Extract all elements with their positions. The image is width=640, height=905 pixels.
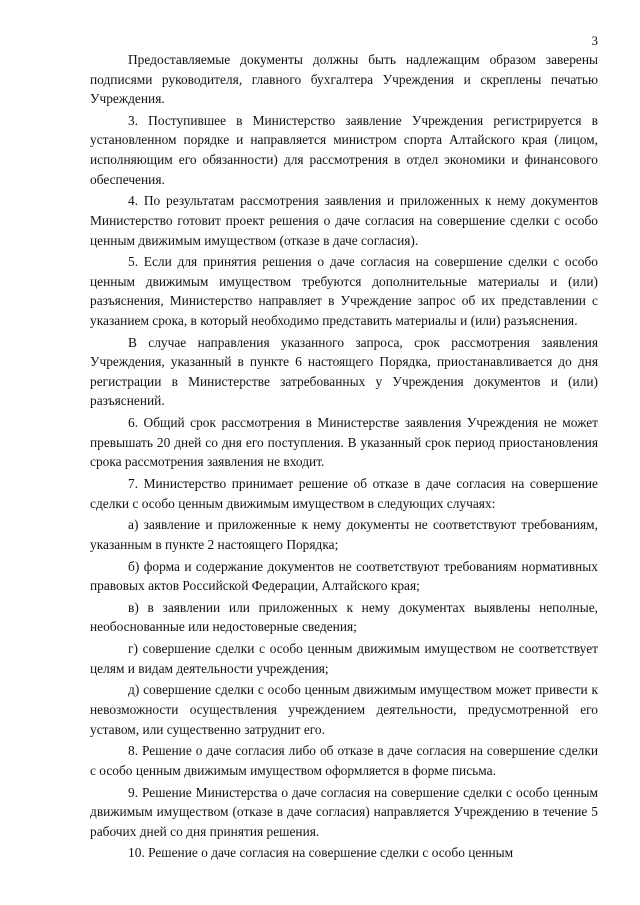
document-body xyxy=(90,50,598,865)
paragraph-clause-4: 4. По результатам рассмотрения заявления и приложенных к нему документов Министерство готовит проект решения о даче согласия на совершение сделки с особо ценным движимым имуществом (отказе в даче согласия). xyxy=(90,193,598,248)
paragraph-clause-3: 3. Поступившее в Министерство заявление Учреждения регистрируется в установленном порядке и направляется министром спорта Алтайского края (лицом, исполняющим его обязанности) для рассмотрения в отдел экономики и финансового обеспечения. xyxy=(90,112,598,187)
paragraph-clause-7-g: г) совершение сделки с особо ценным движимым имуществом не соответствует целям и видам деятельности учреждения; xyxy=(90,641,598,676)
paragraph-clause-10: 10. Решение о даче согласия на совершение сделки с особо ценным xyxy=(128,845,514,861)
paragraph-clause-7: 7. Министерство принимает решение об отказе в даче согласия на совершение сделки с особо ценным движимым имуществом в следующих случаях: xyxy=(90,476,598,511)
paragraph-clause-7-d: д) совершение сделки с особо ценным движимым имуществом может привести к невозможности осуществления учреждением деятельности, предусмотренной его уставом, или существенно затруднит его. xyxy=(90,682,598,737)
paragraph-clause-9: 9. Решение Министерства о даче согласия на совершение сделки с особо ценным движимым имуществом (отказе в даче согласия) направляется Учреждению в течение 5 рабочих дней со дня принятия решения. xyxy=(90,784,598,839)
paragraph-clause-5-suspension: В случае направления указанного запроса, срок рассмотрения заявления Учреждения, указанный в пункте 6 настоящего Порядка, приостанавливается до дня регистрации в Министерстве затребованных у Учреждения документов и (или) разъяснений. xyxy=(90,334,598,409)
paragraph-clause-7-a: а) заявление и приложенные к нему документы не соответствуют требованиям, указанным в пункте 2 настоящего Порядка; xyxy=(90,517,598,552)
paragraph-clause-8: 8. Решение о даче согласия либо об отказе в даче согласия на совершение сделки с особо ценным движимым имуществом оформляется в форме письма. xyxy=(90,743,598,778)
paragraph-clause-7-b: б) форма и содержание документов не соответствуют требованиям нормативных правовых актов Российской Федерации, Алтайского края; xyxy=(90,558,598,594)
paragraph-clause-6: 6. Общий срок рассмотрения в Министерстве заявления Учреждения не может превышать 20 дней со дня его поступления. В указанный срок период приостановления срока рассмотрения заявления не входит. xyxy=(90,415,598,470)
paragraph-certification: Предоставляемые документы должны быть надлежащим образом заверены подписями руководителя, главного бухгалтера Учреждения и скреплены печатью Учреждения. xyxy=(90,52,598,107)
paragraph-clause-7-v: в) в заявлении или приложенных к нему документах выявлены неполные, необоснованные или недостоверные сведения; xyxy=(90,599,598,635)
page-number: 3 xyxy=(591,33,598,48)
paragraph-clause-5: 5. Если для принятия решения о даче согласия на совершение сделки с особо ценным движимым имуществом требуются дополнительные материалы и (или) разъяснения, Министерство направляет в Учреждение запрос об их представлении с указанием срока, в который необходимо представить материалы и (или) разъяснения. xyxy=(90,254,598,328)
